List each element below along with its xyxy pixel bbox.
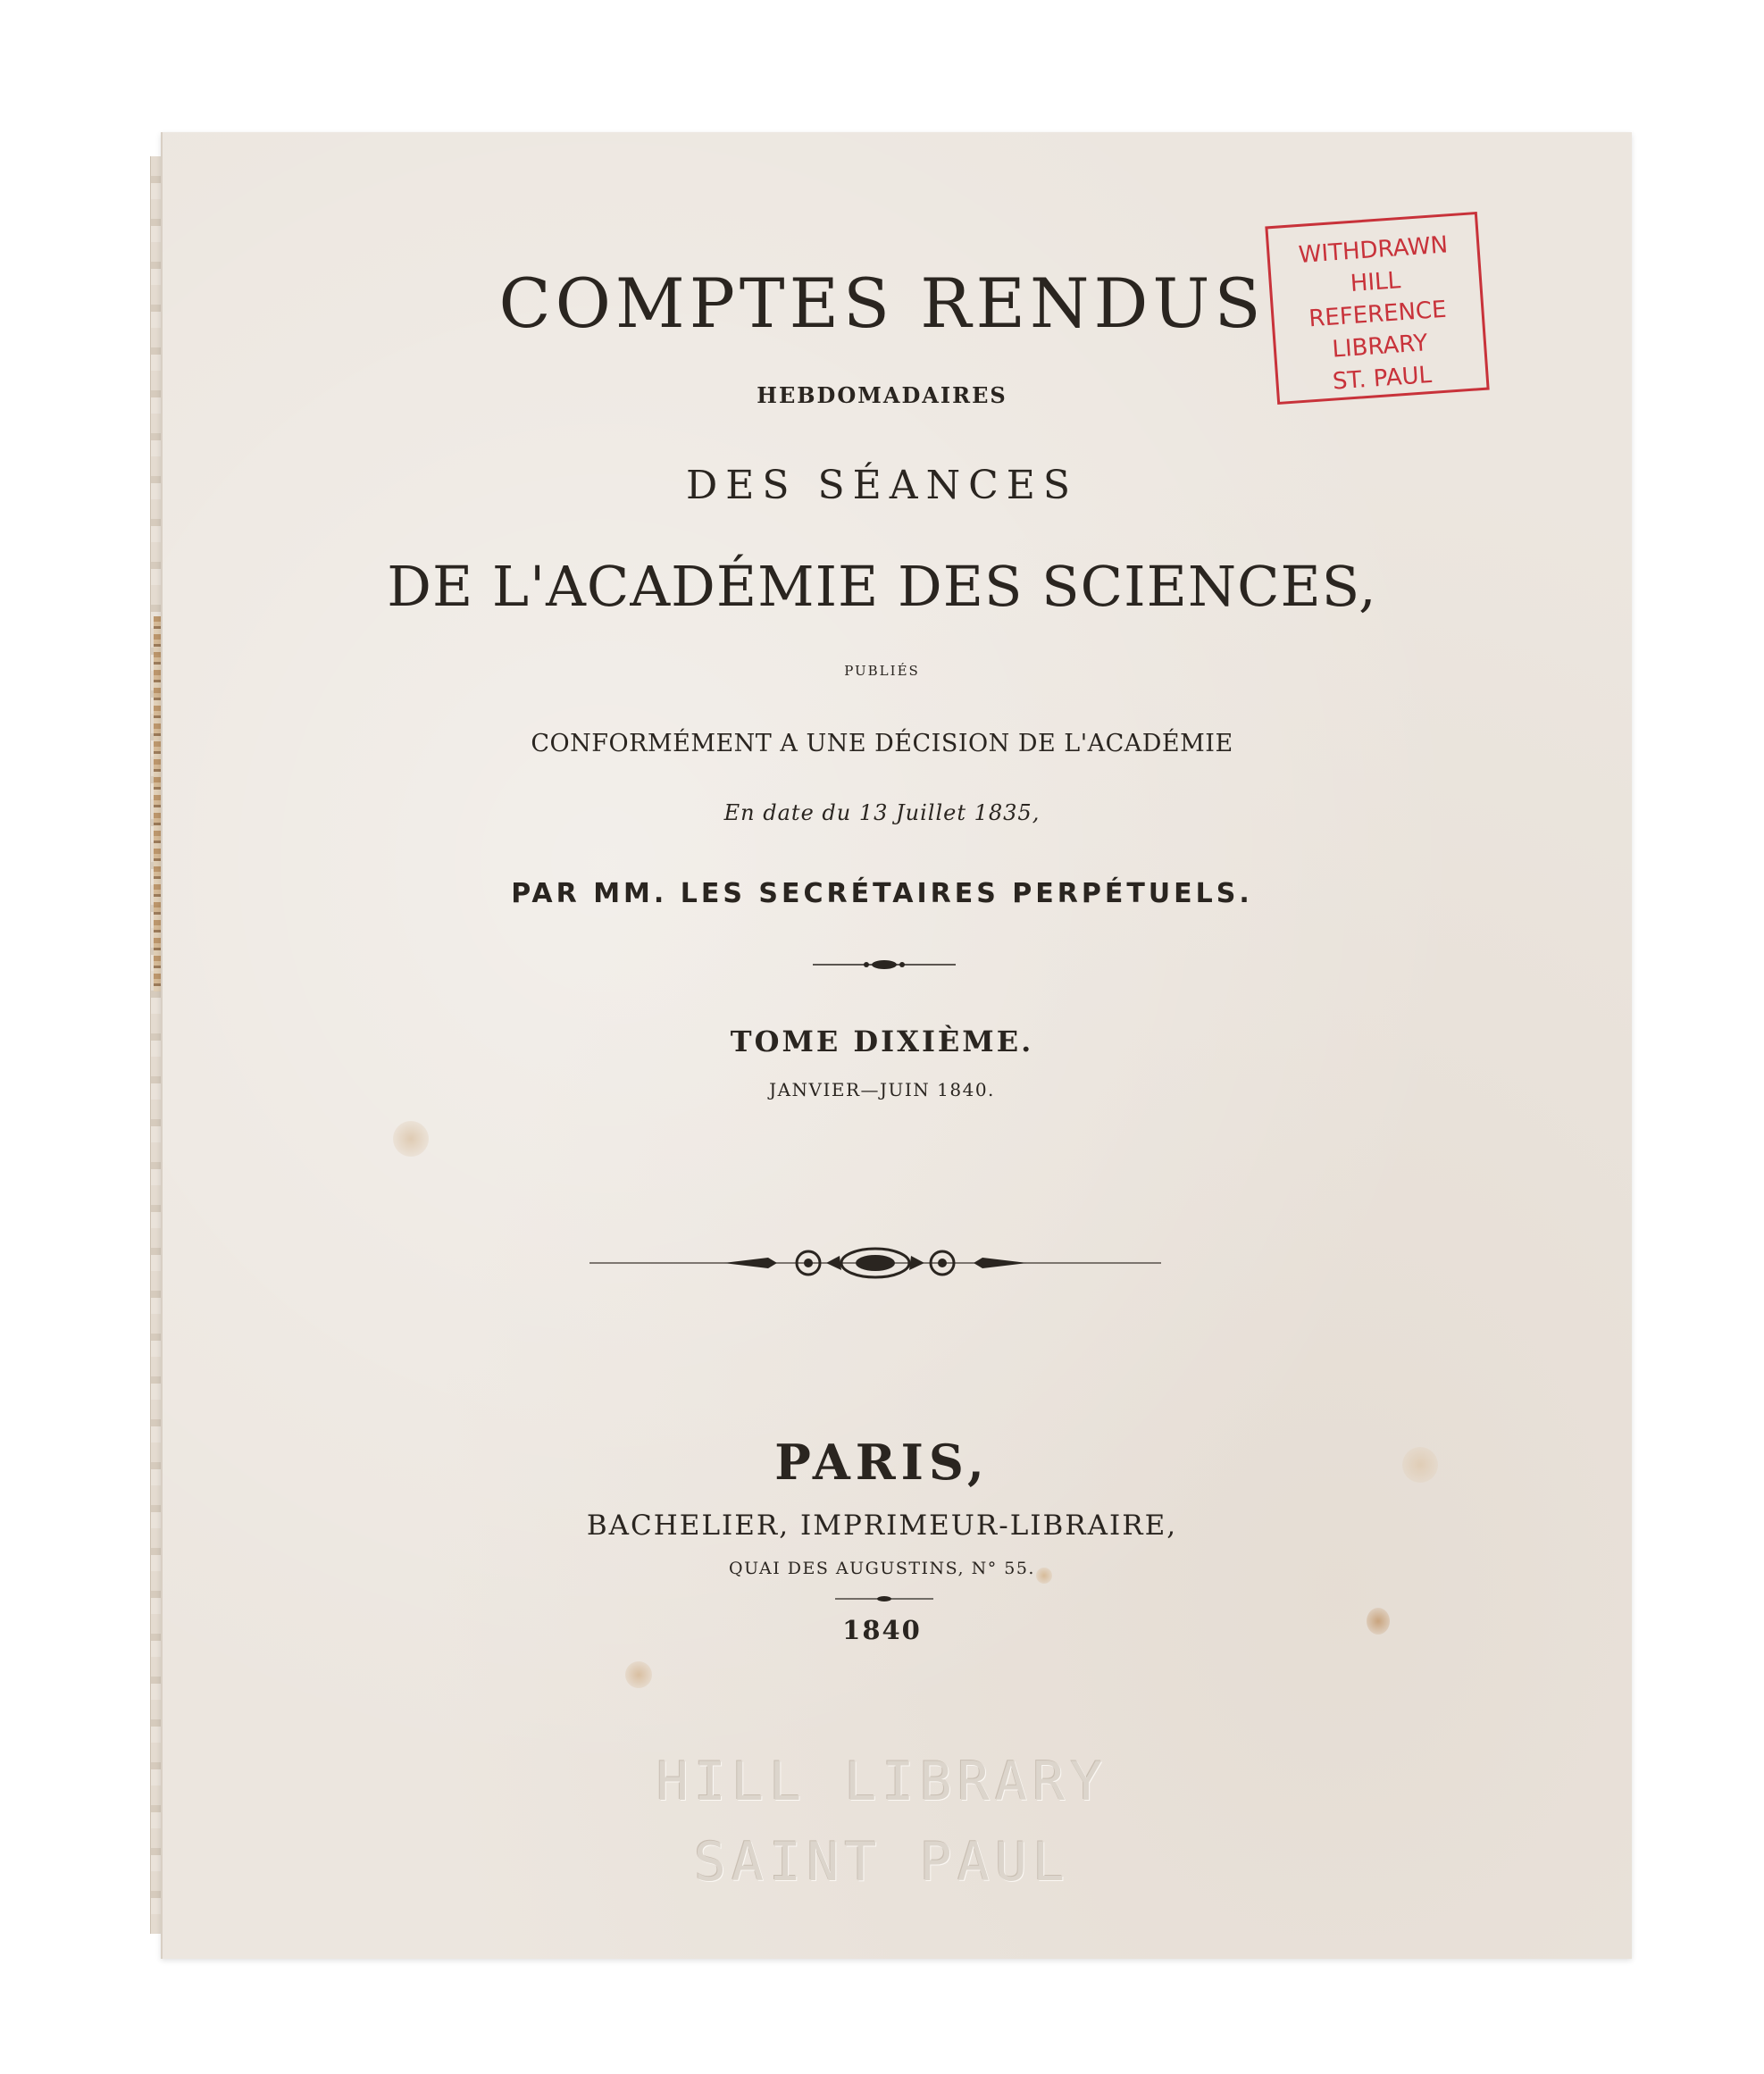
title-academie-des-sciences: DE L'ACADÉMIE DES SCIENCES, <box>387 554 1377 619</box>
title-des-seances: DES SÉANCES <box>686 463 1078 508</box>
embossed-stamp-line1: HILL LIBRARY <box>656 1751 1108 1813</box>
stamp-line: HILL <box>1349 267 1402 297</box>
foxing-spot <box>393 1121 429 1157</box>
imprint-divider <box>835 1594 933 1603</box>
foxing-spot <box>625 1661 652 1688</box>
stamp-line: LIBRARY <box>1331 330 1429 364</box>
imprint-publisher: BACHELIER, IMPRIMEUR-LIBRAIRE, <box>586 1510 1178 1542</box>
large-divider-ornament <box>589 1247 1161 1279</box>
imprint-year: 1840 <box>842 1615 922 1645</box>
embossed-stamp-line2: SAINT PAUL <box>693 1831 1071 1894</box>
title-comptes-rendus: COMPTES RENDUS <box>498 263 1266 343</box>
small-divider-ornament <box>813 958 956 972</box>
imprint-address: QUAI DES AUGUSTINS, N° 55. <box>729 1559 1035 1578</box>
stamp-line: REFERENCE <box>1308 296 1448 333</box>
title-hebdomadaires: HEBDOMADAIRES <box>757 382 1007 408</box>
stamp-line: ST. PAUL <box>1332 361 1433 396</box>
title-date-line: En date du 13 Juillet 1835, <box>723 800 1041 825</box>
title-conformement: CONFORMÉMENT A UNE DÉCISION DE L'ACADÉMIE <box>531 730 1233 757</box>
library-withdrawn-stamp <box>1265 212 1489 405</box>
title-secretaires: PAR MM. LES SECRÉTAIRES PERPÉTUELS. <box>511 878 1253 909</box>
imprint-city: PARIS, <box>774 1434 990 1491</box>
title-publies: PUBLIÉS <box>844 663 920 679</box>
volume-period: JANVIER—JUIN 1840. <box>769 1079 995 1100</box>
volume-tome: TOME DIXIÈME. <box>730 1024 1034 1058</box>
stamp-line: WITHDRAWN <box>1297 231 1449 269</box>
